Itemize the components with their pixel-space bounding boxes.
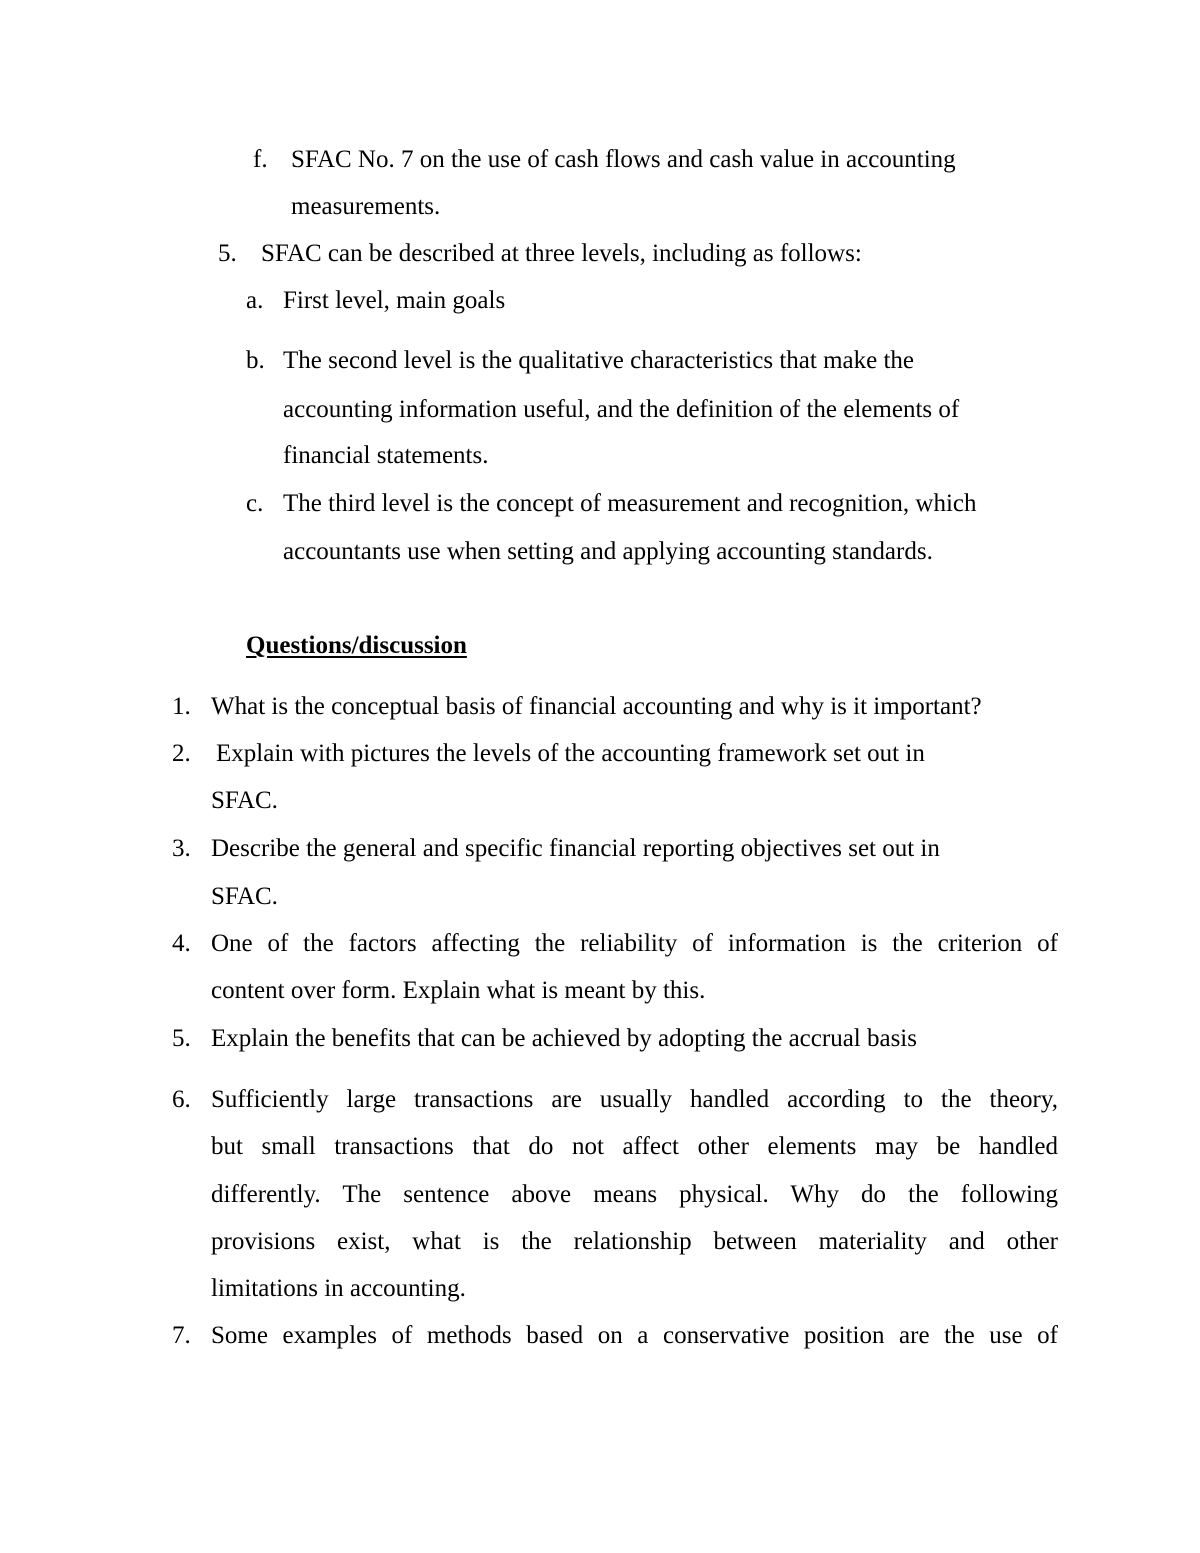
question-text: What is the conceptual basis of financial accounting and why is it important? [211,693,982,720]
list-item-text: accountants use when setting and applying accounting standards. [283,538,933,565]
list-marker: 6. [172,1086,191,1113]
list-marker: 5. [172,1025,191,1052]
list-item-text: SFAC can be described at three levels, including as follows: [261,240,862,267]
list-marker: 7. [172,1322,191,1349]
list-marker: b. [246,347,265,374]
question-text: SFAC. [211,883,278,910]
question-text: provisions exist, what is the relationship between materiality and other [211,1228,1058,1255]
list-item-text: accounting information useful, and the definition of the elements of [283,396,960,423]
list-marker: c. [246,490,264,517]
question-text: limitations in accounting. [211,1275,466,1302]
list-item-text: The third level is the concept of measurement and recognition, which [283,490,977,517]
section-heading: Questions/discussion [246,632,467,659]
question-text: Sufficiently large transactions are usually handled according to the theory, [211,1086,1058,1113]
list-item-text: First level, main goals [283,287,506,314]
question-text: Some examples of methods based on a conservative position are the use of [211,1322,1058,1349]
question-text: Describe the general and specific financial reporting objectives set out in [211,835,940,862]
question-text: but small transactions that do not affect other elements may be handled [211,1133,1058,1160]
list-marker: f. [253,146,268,173]
list-item-text: measurements. [291,193,441,220]
question-text: Explain with pictures the levels of the accounting framework set out in [216,740,925,767]
question-text: Explain the benefits that can be achieved by adopting the accrual basis [211,1025,917,1052]
list-marker: 2. [172,740,191,767]
question-text: SFAC. [211,787,278,814]
list-marker: 3. [172,835,191,862]
question-text: content over form. Explain what is meant by this. [211,977,706,1004]
list-item-text: The second level is the qualitative characteristics that make the [283,347,914,374]
list-item-text: financial statements. [283,442,489,469]
list-marker: 4. [172,930,191,957]
list-item-text: SFAC No. 7 on the use of cash flows and cash value in accounting [291,146,956,173]
list-marker: a. [246,287,264,314]
question-text: differently. The sentence above means physical. Why do the following [211,1181,1058,1208]
question-text: One of the factors affecting the reliability of information is the criterion of [211,930,1058,957]
list-marker: 5. [218,240,237,267]
list-marker: 1. [172,693,191,720]
